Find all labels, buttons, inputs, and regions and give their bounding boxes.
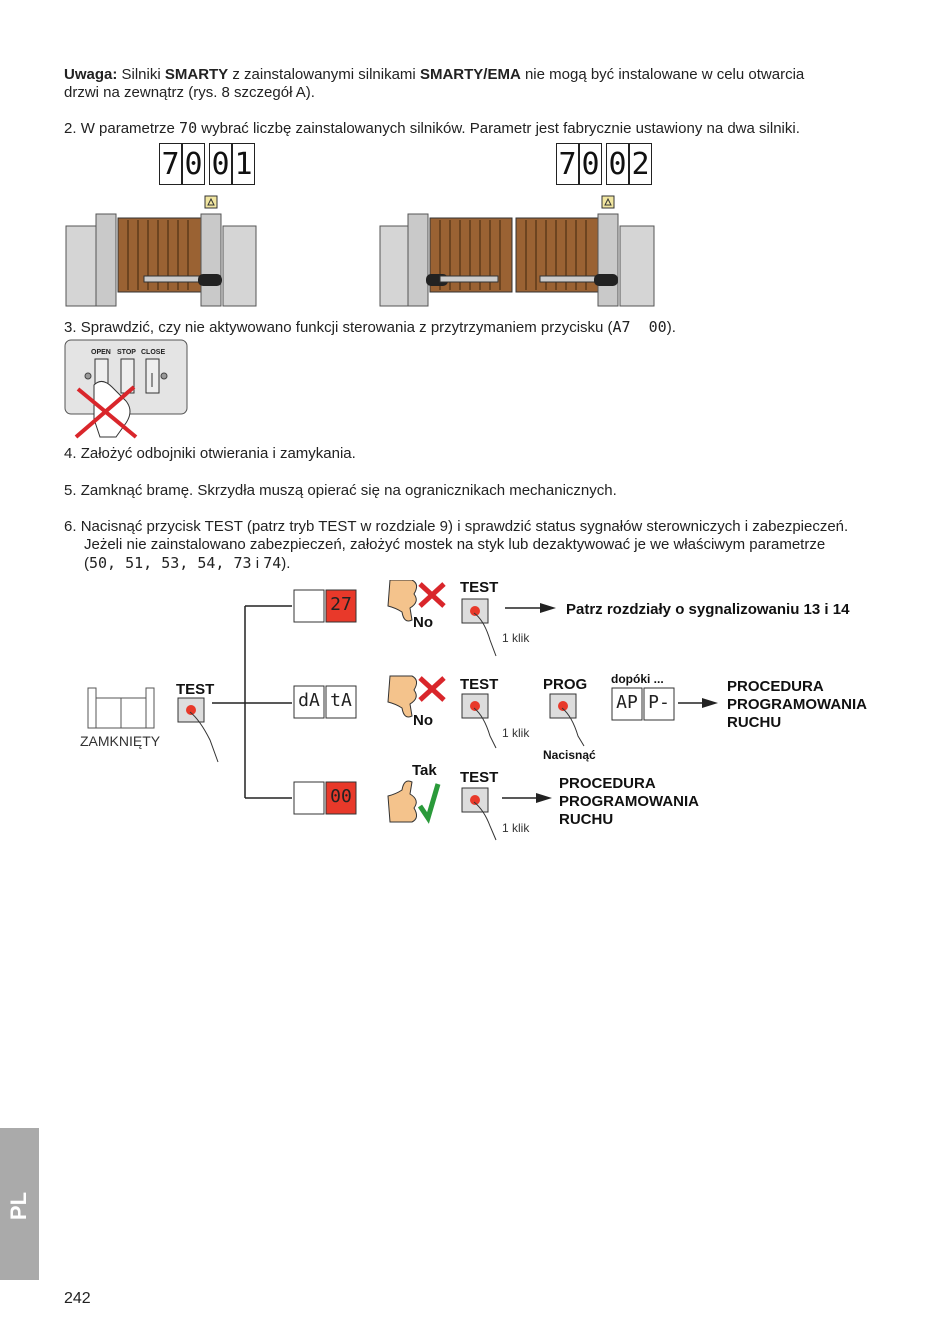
row2-p-display: P- (648, 692, 670, 713)
row1-display: 27 (330, 594, 352, 615)
row2-result-line: RUCHU (727, 714, 782, 731)
step-6-continued (84, 536, 934, 573)
step-2-post: wybrać liczbę zainstalowanych silników. Parametr jest fabrycznie ustawiony na dwa silniki. (197, 120, 800, 137)
closed-label: ZAMKNIĘTY (80, 733, 161, 749)
step-3-number: 3. (64, 319, 77, 336)
display-right-digit: 2 (629, 143, 652, 185)
note-bold-2: SMARTY/EMA (419, 66, 521, 83)
step-4-number: 4. (64, 445, 77, 462)
note-line-2: drzwi na zewnątrz (rys. 8 szczegół A). (64, 84, 315, 101)
display-right-digit: 0 (606, 143, 629, 185)
thumb-down-icon (388, 676, 444, 717)
step-6 (64, 518, 934, 536)
row3-result (559, 775, 699, 829)
test-button-icon (178, 698, 218, 762)
note-bold-1: SMARTY (164, 66, 229, 83)
row2-result-line: PROGRAMOWANIA (727, 696, 867, 713)
step-4-text: Założyć odbojniki otwierania i zamykania. (80, 445, 356, 462)
row2-answer: No (413, 712, 433, 729)
row2-click: 1 klik (502, 726, 530, 740)
step-5-number: 5. (64, 482, 77, 499)
test-label-main: TEST (176, 681, 215, 698)
keypad-illustration (64, 339, 189, 439)
row1-test-label: TEST (460, 579, 499, 596)
row1-result: Patrz rozdziały o sygnalizowaniu 13 i 14 (566, 601, 850, 618)
step-3-post: ). (666, 319, 676, 336)
thumb-up-icon (388, 781, 438, 822)
step-6-line-1: Nacisnąć przycisk TEST (patrz tryb TEST w rozdziale 9) i sprawdzić status sygnałów sterowniczych i zabezpieczeń. (80, 518, 849, 535)
row2-test-label: TEST (460, 676, 499, 693)
step-6-line-3-post: ). (281, 555, 291, 572)
step-5-text: Zamknąć bramę. Skrzydła muszą opierać się na ogranicznikach mechanicznych. (80, 482, 617, 499)
row3-result-line: PROCEDURA (559, 775, 656, 792)
row2-until: dopóki ... (611, 672, 664, 686)
keypad-close-label: CLOSE (141, 349, 166, 356)
note-text-3: nie mogą być instalowane w celu otwarcia (520, 66, 805, 83)
language-tab (0, 1128, 39, 1280)
row1-click: 1 klik (502, 631, 530, 645)
step-6-and: i (251, 555, 264, 572)
step-5 (64, 482, 617, 500)
gate-double-illustration (378, 190, 658, 310)
row1-answer: No (413, 614, 433, 631)
prog-button-icon (550, 694, 584, 746)
display-left-digit: 0 (182, 143, 205, 185)
row2-result-line: PROCEDURA (727, 678, 824, 695)
step-6-number: 6. (64, 518, 77, 535)
display-left-digit: 1 (232, 143, 255, 185)
row3-display: 00 (330, 786, 352, 807)
step-6-last-code: 74 (263, 554, 282, 572)
page-number: 242 (64, 1290, 91, 1307)
test-button-icon (462, 599, 496, 656)
step-6-line-3-pre: ( (84, 555, 89, 572)
row3-result-line: PROGRAMOWANIA (559, 793, 699, 810)
language-tab-label: PL (6, 1191, 31, 1221)
step-4 (64, 445, 356, 463)
test-button-icon (462, 694, 496, 748)
display-right-digit: 0 (579, 143, 602, 185)
prog-label: PROG (543, 676, 588, 693)
closed-gate-icon (88, 688, 154, 728)
keypad-open-label: OPEN (91, 349, 111, 356)
row2-display-b: tA (330, 690, 352, 711)
step-6-line-2: Jeżeli nie zainstalowano zabezpieczeń, założyć mostek na styk lub dezaktywować je we właściwym parametrze (84, 536, 826, 553)
test-button-icon (462, 788, 496, 840)
step-2-pre: W parametrze (80, 120, 180, 137)
step-6-codes: 50, 51, 53, 54, 73 (89, 554, 252, 572)
display-left-digit: 0 (209, 143, 232, 185)
row2-press: Nacisnąć (543, 748, 596, 762)
row2-display-a: dA (298, 690, 320, 711)
note-text-2: z zainstalowanymi silnikami (228, 66, 420, 83)
step-3-code: A7 00 (612, 318, 667, 336)
step-3-pre: Sprawdzić, czy nie aktywowano funkcji sterowania z przytrzymaniem przycisku ( (80, 319, 613, 336)
step-2-number: 2. (64, 120, 77, 137)
gate-single-illustration (64, 190, 260, 310)
row2-ap-display: AP (616, 692, 638, 713)
step-2 (64, 119, 924, 138)
note-prefix: Uwaga: (64, 66, 118, 83)
row3-answer: Tak (412, 762, 437, 779)
display-left-digit: 7 (159, 143, 182, 185)
row3-click: 1 klik (502, 821, 530, 835)
note-text-1: Silniki (117, 66, 165, 83)
display-right-digit: 7 (556, 143, 579, 185)
step-3 (64, 318, 924, 337)
row3-result-line: RUCHU (559, 811, 614, 828)
note-paragraph (64, 66, 894, 102)
step-2-param: 70 (179, 119, 198, 137)
row3-test-label: TEST (460, 769, 499, 786)
row2-result (727, 678, 867, 732)
keypad-stop-label: STOP (117, 349, 136, 356)
